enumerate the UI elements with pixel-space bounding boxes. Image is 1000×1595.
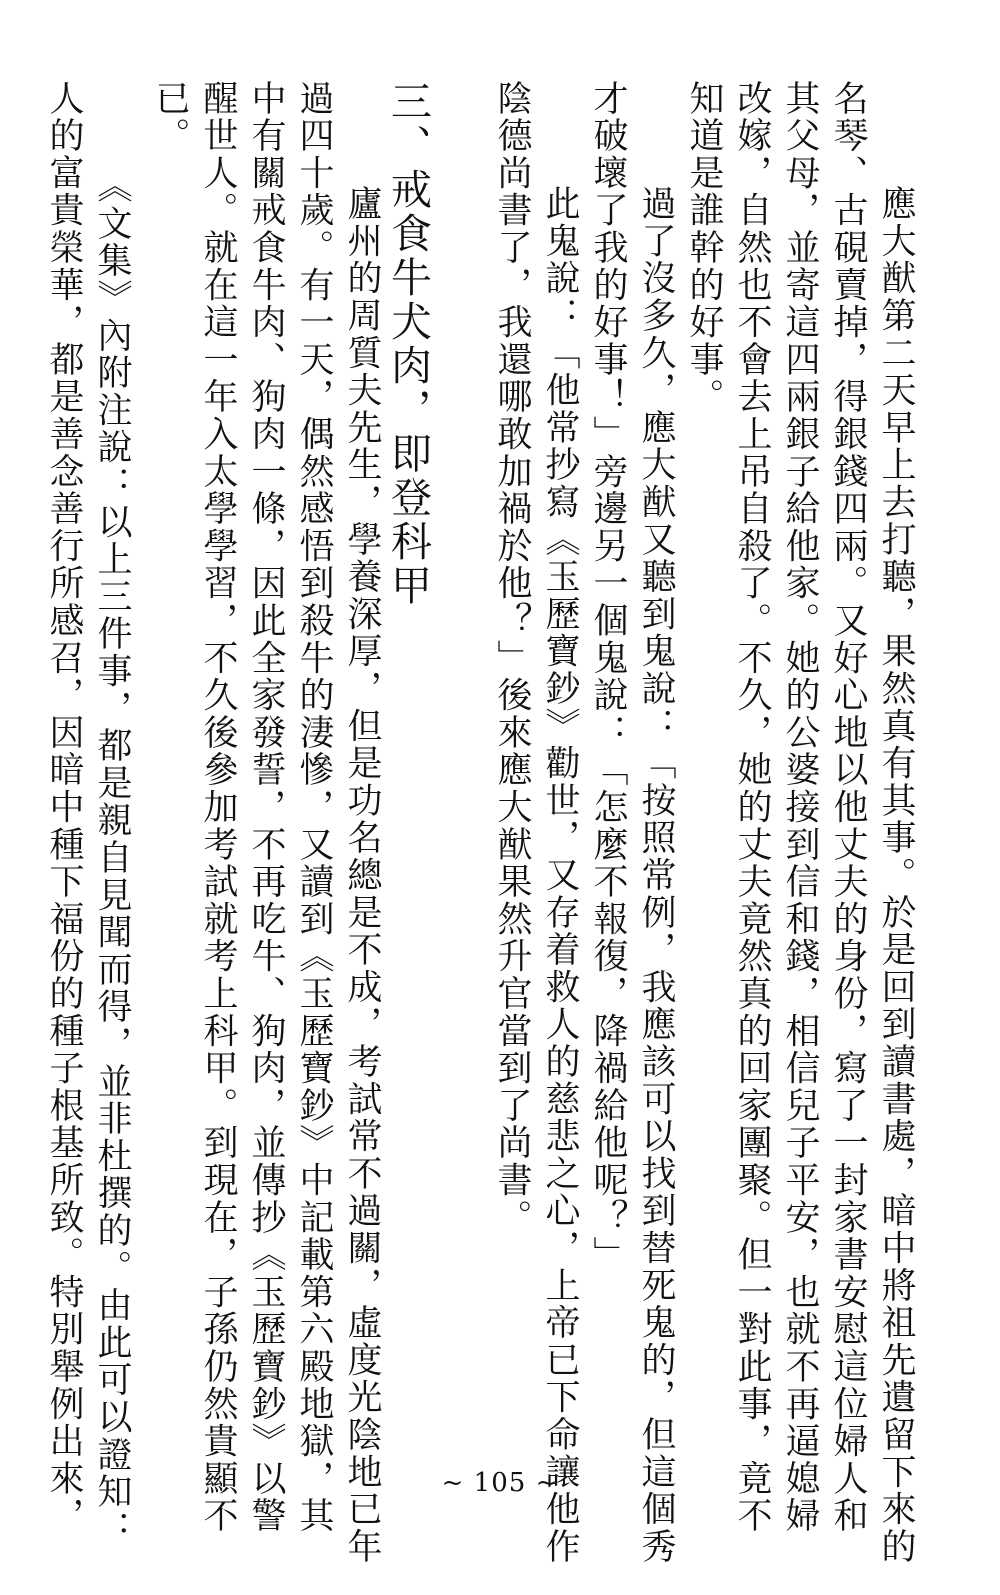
text-column-12: 中有關戒食牛肉、狗肉一條，因此全家發誓，不再吃牛、狗肉，並傳抄《玉歷寶鈔》以警 [246, 80, 286, 1535]
section-heading: 三、戒食牛犬肉，即登科甲 [384, 80, 432, 608]
text-column-6: 過了沒多久，應大猷又聽到鬼說：「按照常例，我應該可以找到替死鬼的，但這個秀 [636, 148, 676, 1566]
text-column-11: 過四十歲。有一天，偶然感悟到殺牛的淒慘，又讀到《玉歷寶鈔》中記載第六殿地獄，其 [294, 80, 334, 1535]
text-column-4: 改嫁，自然也不會去上吊自殺了。不久，她的丈夫竟然真的回家團聚。但一對此事，竟不 [732, 80, 772, 1535]
text-column-14: 已。 [150, 80, 190, 155]
text-column-3: 其父母，並寄這四兩銀子給他家。她的公婆接到信和錢，相信兒子平安，也就不再逼媳婦 [780, 80, 820, 1535]
text-column-2: 名琴、古硯賣掉，得銀錢四兩。又好心地以他丈夫的身份，寫了一封家書安慰這位婦人和 [828, 80, 868, 1535]
page-number: ~ 105 ~ [441, 1468, 559, 1498]
text-column-1: 應大猷第二天早上去打聽，果然真有其事。於是回到讀書處，暗中將祖先遺留下來的 [876, 148, 916, 1566]
text-column-8: 此鬼說：「他常抄寫《玉歷寶鈔》勸世，又存着救人的慈悲之心，上帝已下命讓他作 [540, 148, 580, 1566]
text-column-15: 《文集》內附注說：以上三件事，都是親自見聞而得，並非杜撰的。由此可以證知： [92, 148, 132, 1548]
text-column-7: 才破壞了我的好事！」旁邊另一個鬼說：「怎麼不報復，降禍給他呢？」 [588, 80, 628, 1274]
text-column-16: 人的富貴榮華，都是善念善行所感召，因暗中種下福份的種子根基所致。特別舉例出來， [44, 80, 84, 1535]
text-column-10: 廬州的周質夫先生，學養深厚，但是功名總是不成，考試常不過關，虛度光陰地已年 [342, 148, 382, 1566]
text-column-13: 醒世人。就在這一年入太學學習，不久後參加考試就考上科甲。到現在，子孫仍然貴顯不 [198, 80, 238, 1535]
text-column-5: 知道是誰幹的好事。 [684, 80, 724, 416]
text-column-9: 陰德尚書了，我還哪敢加禍於他？」後來應大猷果然升官當到了尚書。 [492, 80, 532, 1237]
